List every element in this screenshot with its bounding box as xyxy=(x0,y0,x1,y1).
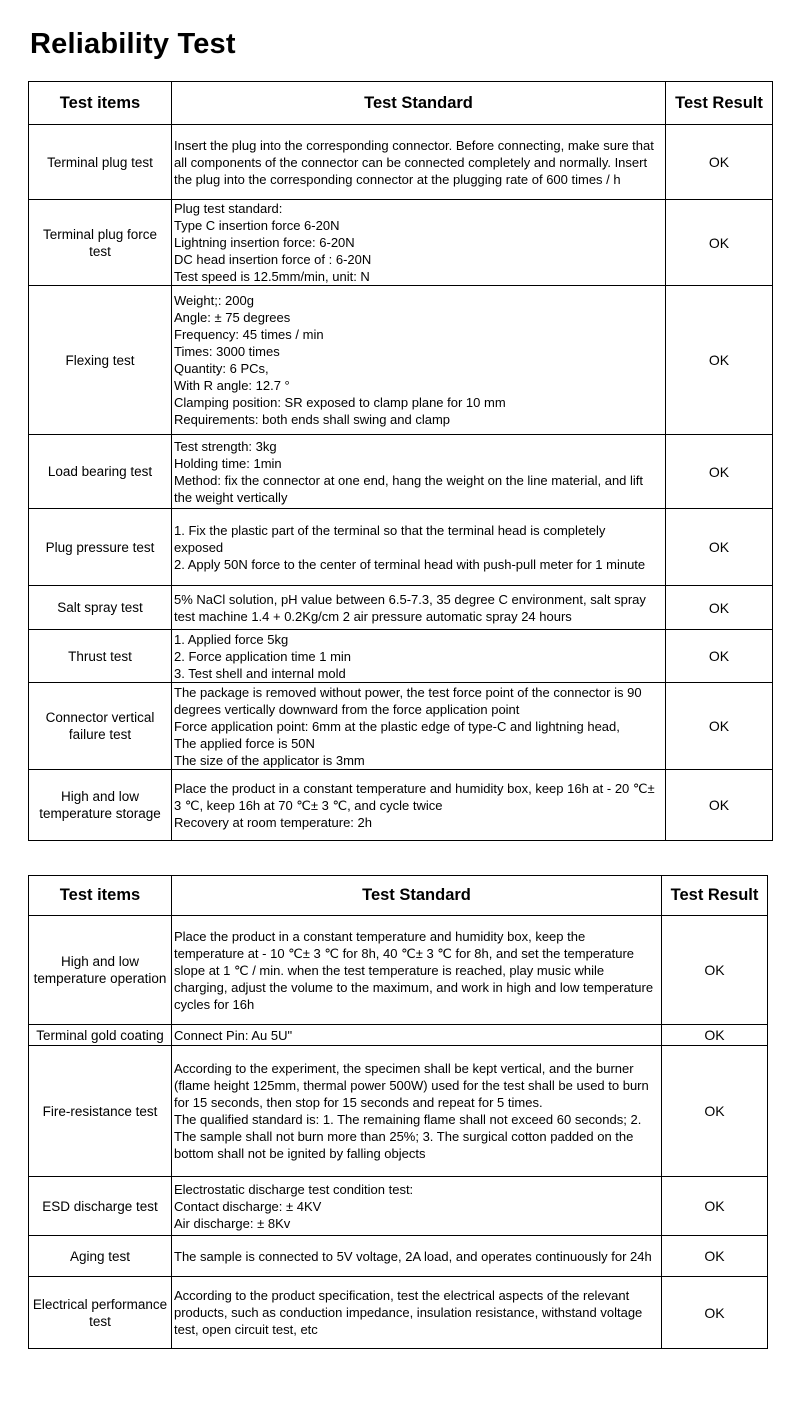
test-standard: Test strength: 3kg Holding time: 1min Method: fix the connector at one end, hang the weight on the line material, and lift the weight vertically xyxy=(172,435,666,509)
test-result: OK xyxy=(666,586,773,630)
table-row xyxy=(29,200,773,286)
table-row xyxy=(29,770,773,841)
test-item: High and low temperature operation xyxy=(29,916,172,1025)
table-row xyxy=(29,125,773,200)
test-item: Terminal gold coating xyxy=(29,1025,172,1046)
test-result: OK xyxy=(662,1177,768,1236)
test-standard: Place the product in a constant temperature and humidity box, keep the temperature at - 10 ℃± 3 ℃ for 8h, 40 ℃± 3 ℃ for 8h, and set the temperature slope at 1 ℃ / min. when the test temperature is reached, play music while charging, adjust the volume to the maximum, and work in high and low temperature cycles for 16h xyxy=(172,916,662,1025)
test-standard: The sample is connected to 5V voltage, 2A load, and operates continuously for 24h xyxy=(172,1236,662,1277)
test-result: OK xyxy=(666,770,773,841)
header-test-standard: Test Standard xyxy=(172,82,666,125)
test-result: OK xyxy=(662,1025,768,1046)
table-row xyxy=(29,509,773,586)
test-item: Terminal plug force test xyxy=(29,200,172,286)
test-item: ESD discharge test xyxy=(29,1177,172,1236)
test-standard: Plug test standard: Type C insertion force 6-20N Lightning insertion force: 6-20N DC head insertion force of : 6-20N Test speed is 12.5mm/min, unit: N xyxy=(172,200,666,286)
test-item: High and low temperature storage xyxy=(29,770,172,841)
test-item: Terminal plug test xyxy=(29,125,172,200)
test-standard: 1. Fix the plastic part of the terminal so that the terminal head is completely exposed 2. Apply 50N force to the center of terminal head with push-pull meter for 1 minute xyxy=(172,509,666,586)
test-item: Aging test xyxy=(29,1236,172,1277)
table-header-row xyxy=(29,876,768,916)
header-test-items: Test items xyxy=(29,876,172,916)
reliability-table-1 xyxy=(28,81,773,841)
test-result: OK xyxy=(666,435,773,509)
table-header-row xyxy=(29,82,773,125)
test-standard: 5% NaCl solution, pH value between 6.5-7.3, 35 degree C environment, salt spray test machine 1.4 + 0.2Kg/cm 2 air pressure automatic spray 24 hours xyxy=(172,586,666,630)
test-standard: The package is removed without power, the test force point of the connector is 90 degrees vertically downward from the force application point Force application point: 6mm at the plastic edge of type-C and lightning head, The applied force is 50N The size of the applicator is 3mm xyxy=(172,683,666,770)
table-row xyxy=(29,1277,768,1349)
header-test-standard: Test Standard xyxy=(172,876,662,916)
test-item: Load bearing test xyxy=(29,435,172,509)
table-row xyxy=(29,1177,768,1236)
header-test-result: Test Result xyxy=(666,82,773,125)
reliability-table-2 xyxy=(28,875,768,1349)
table-row xyxy=(29,435,773,509)
table-row xyxy=(29,630,773,683)
table-row xyxy=(29,586,773,630)
test-item: Plug pressure test xyxy=(29,509,172,586)
test-result: OK xyxy=(662,1236,768,1277)
header-test-items: Test items xyxy=(29,82,172,125)
test-item: Flexing test xyxy=(29,286,172,435)
test-result: OK xyxy=(662,1046,768,1177)
table-row xyxy=(29,1025,768,1046)
test-result: OK xyxy=(662,916,768,1025)
test-result: OK xyxy=(666,630,773,683)
test-standard: Connect Pin: Au 5U" xyxy=(172,1025,662,1046)
test-result: OK xyxy=(666,200,773,286)
test-result: OK xyxy=(662,1277,768,1349)
test-standard: Insert the plug into the corresponding connector. Before connecting, make sure that all components of the connector can be connected completely and normally. Insert the plug into the corresponding connector at the plugging rate of 600 times / h xyxy=(172,125,666,200)
table-row xyxy=(29,1236,768,1277)
test-item: Connector vertical failure test xyxy=(29,683,172,770)
test-standard: Weight;: 200g Angle: ± 75 degrees Frequency: 45 times / min Times: 3000 times Quantity: 6 PCs, With R angle: 12.7 ° Clamping position: SR exposed to clamp plane for 10 mm Requirements: both ends shall swing and clamp xyxy=(172,286,666,435)
test-result: OK xyxy=(666,683,773,770)
header-test-result: Test Result xyxy=(662,876,768,916)
test-standard: Electrostatic discharge test condition test: Contact discharge: ± 4KV Air discharge: ± 8Kv xyxy=(172,1177,662,1236)
page-title: Reliability Test xyxy=(30,28,236,60)
test-result: OK xyxy=(666,509,773,586)
test-result: OK xyxy=(666,125,773,200)
test-item: Fire-resistance test xyxy=(29,1046,172,1177)
table-row xyxy=(29,916,768,1025)
test-standard: According to the experiment, the specimen shall be kept vertical, and the burner (flame height 125mm, thermal power 500W) used for the test shall be used to burn for 15 seconds, then stop for 15 seconds and repeat for 5 times. The qualified standard is: 1. The remaining flame shall not exceed 60 seconds; 2. The sample shall not burn more than 25%; 3. The surgical cotton padded on the bottom shall not be ignited by falling objects xyxy=(172,1046,662,1177)
table-row xyxy=(29,1046,768,1177)
test-item: Electrical performance test xyxy=(29,1277,172,1349)
test-standard: Place the product in a constant temperature and humidity box, keep 16h at - 20 ℃± 3 ℃, keep 16h at 70 ℃± 3 ℃, and cycle twice Recovery at room temperature: 2h xyxy=(172,770,666,841)
table-row xyxy=(29,683,773,770)
table-row xyxy=(29,286,773,435)
test-item: Thrust test xyxy=(29,630,172,683)
test-result: OK xyxy=(666,286,773,435)
test-item: Salt spray test xyxy=(29,586,172,630)
test-standard: According to the product specification, test the electrical aspects of the relevant products, such as conduction impedance, insulation resistance, withstand voltage test, open circuit test, etc xyxy=(172,1277,662,1349)
test-standard: 1. Applied force 5kg 2. Force application time 1 min 3. Test shell and internal mold xyxy=(172,630,666,683)
